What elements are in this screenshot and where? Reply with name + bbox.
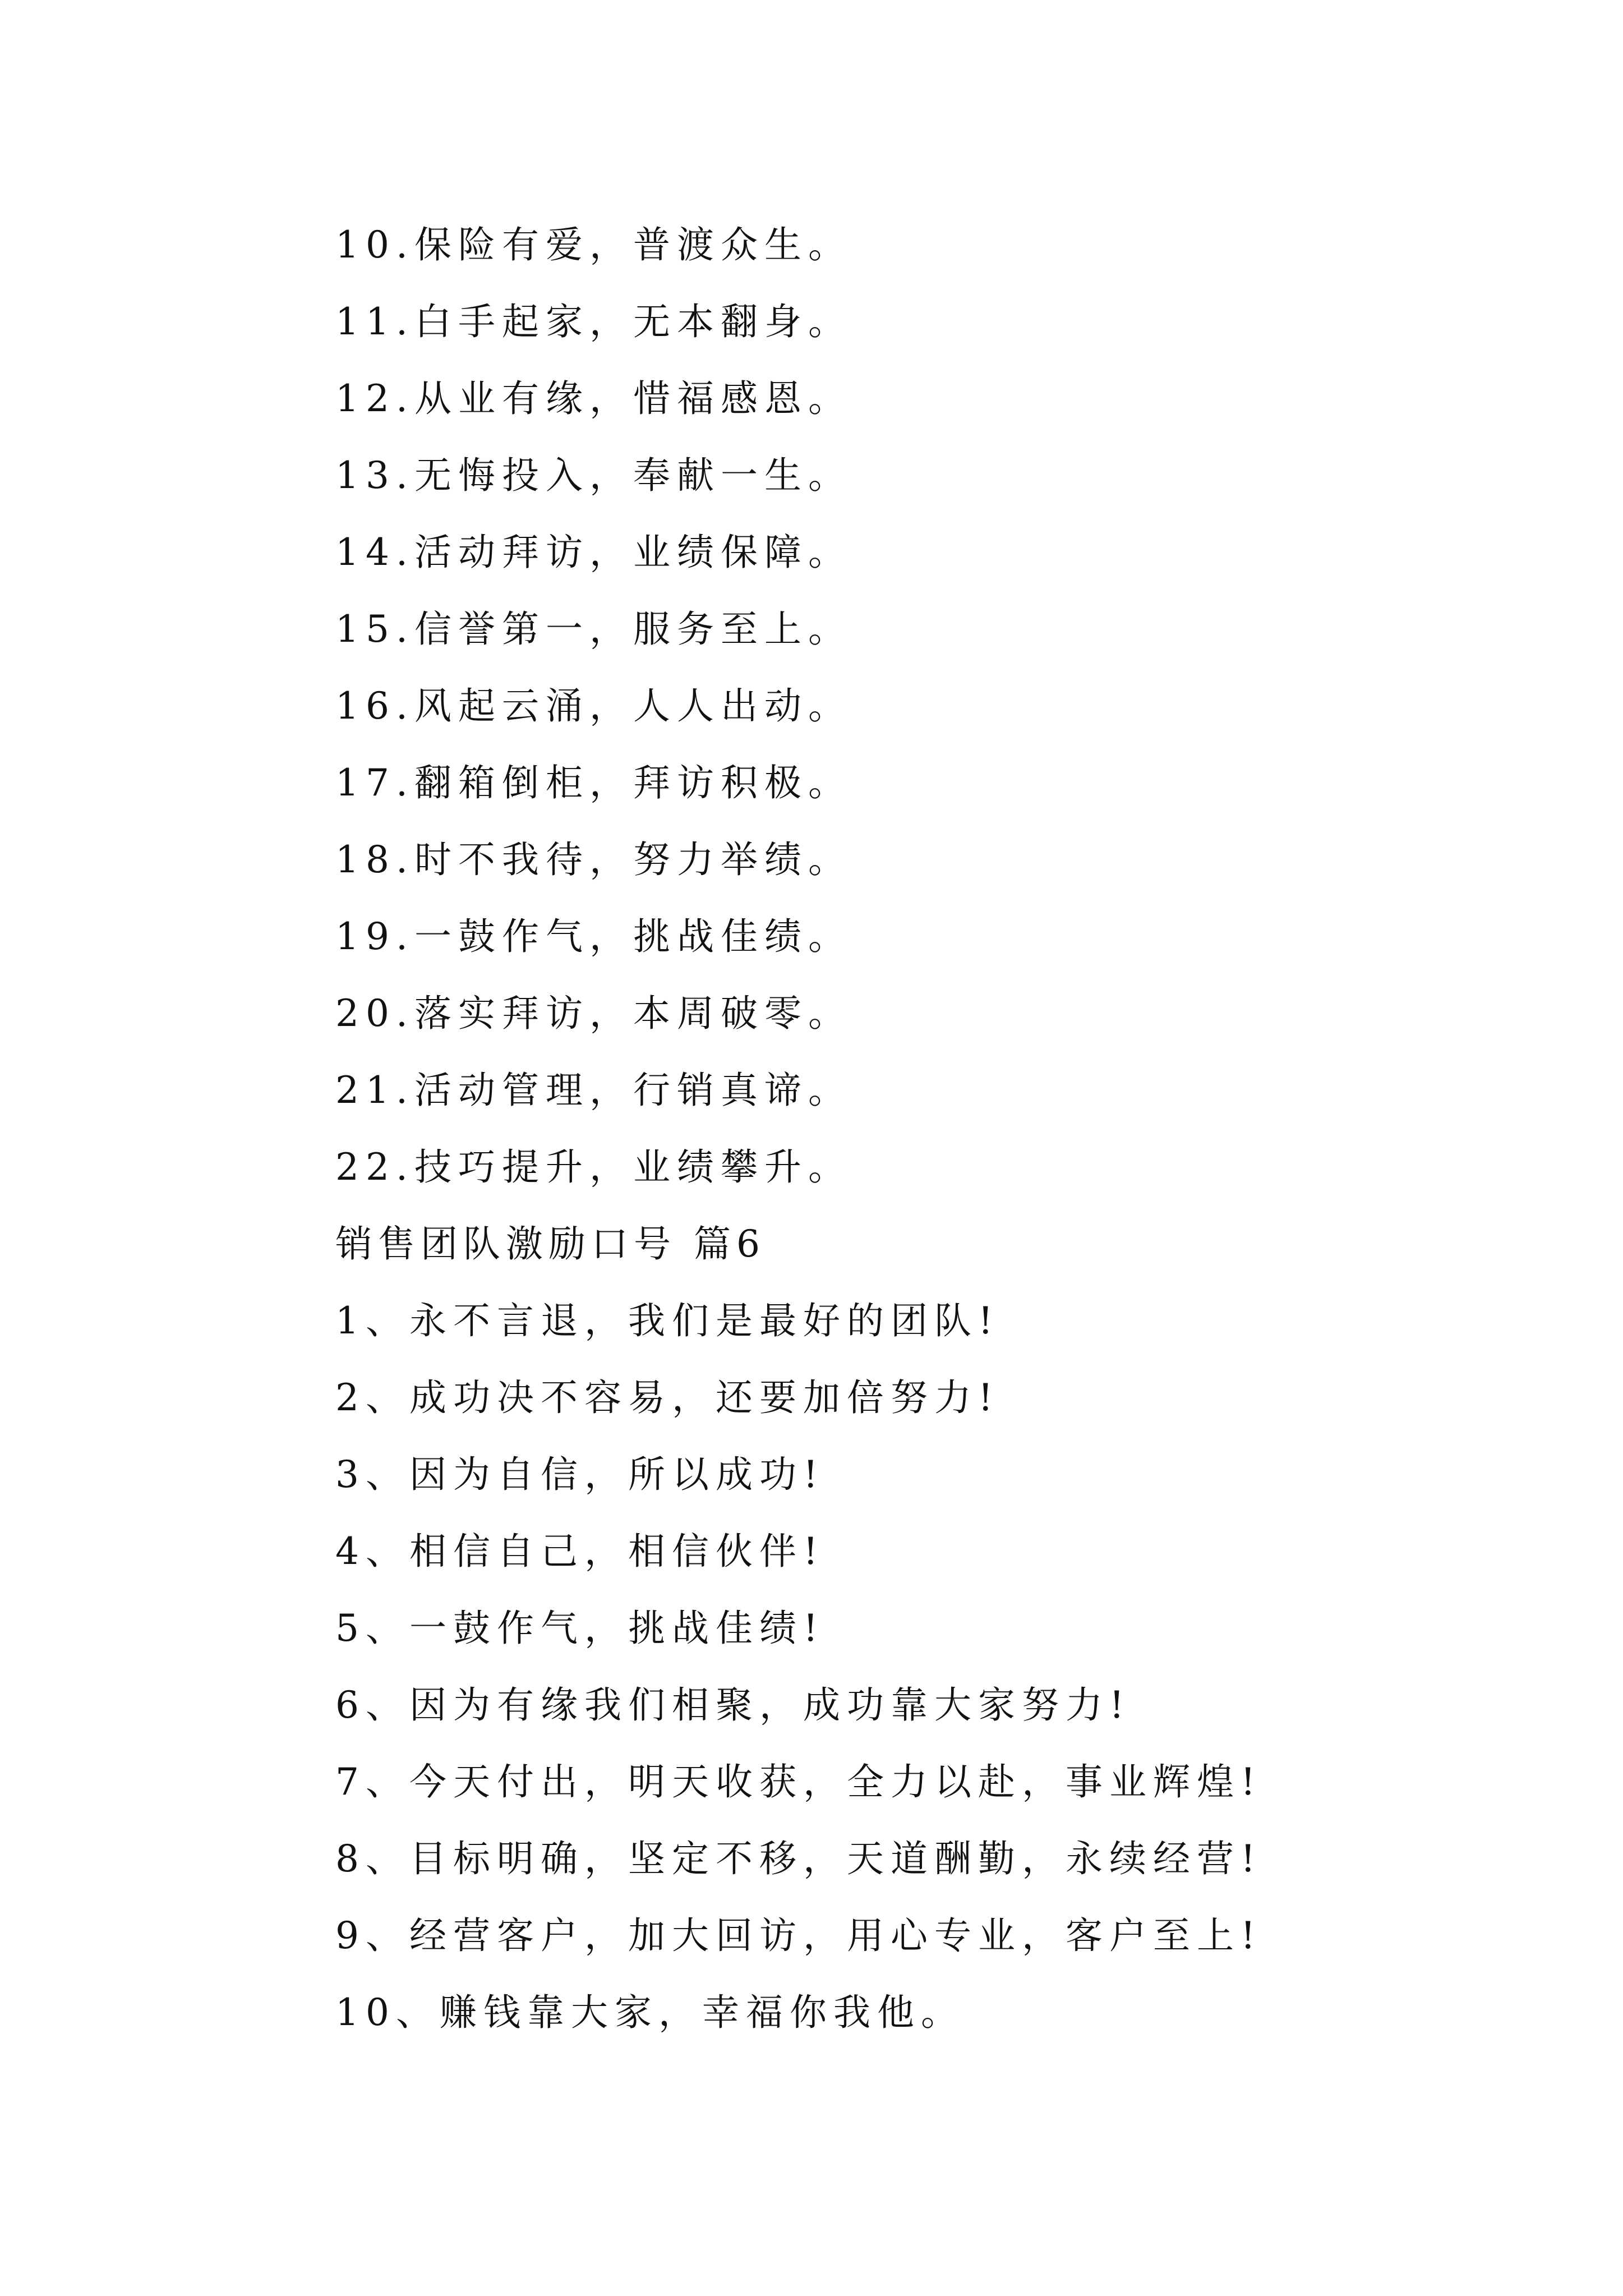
slogan-line: 10、赚钱靠大家，幸福你我他。 (335, 1991, 965, 2034)
slogan-line: 21.活动管理，行销真谛。 (335, 1069, 852, 1112)
slogan-line: 6、因为有缘我们相聚，成功靠大家努力! (335, 1683, 1131, 1727)
slogan-line: 12.从业有缘，惜福感恩。 (335, 377, 852, 420)
document-body (335, 206, 1457, 2051)
slogan-line: 14.活动拜访，业绩保障。 (335, 531, 852, 574)
slogan-line: 7、今天付出，明天收获，全力以赴，事业辉煌! (335, 1760, 1262, 1803)
slogan-line: 5、一鼓作气，挑战佳绩! (335, 1607, 825, 1650)
section-heading: 销售团队激励口号 篇6 (335, 1222, 766, 1266)
slogan-line: 9、经营客户，加大回访，用心专业，客户至上! (335, 1914, 1262, 1957)
slogan-line: 4、相信自己，相信伙伴! (335, 1530, 825, 1573)
slogan-line: 13.无悔投入，奉献一生。 (335, 454, 852, 497)
slogan-line: 15.信誉第一，服务至上。 (335, 608, 852, 651)
slogan-line: 20.落实拜访，本周破零。 (335, 992, 852, 1035)
slogan-line: 22.技巧提升，业绩攀升。 (335, 1145, 852, 1189)
slogan-line: 19.一鼓作气，挑战佳绩。 (335, 915, 852, 958)
slogan-line: 3、因为自信，所以成功! (335, 1453, 825, 1496)
slogan-line: 16.风起云涌，人人出动。 (335, 684, 852, 728)
slogan-line: 8、目标明确，坚定不移，天道酬勤，永续经营! (335, 1837, 1262, 1880)
slogan-line: 2、成功决不容易，还要加倍努力! (335, 1376, 1000, 1419)
slogan-line: 18.时不我待，努力举绩。 (335, 838, 852, 881)
slogan-line: 17.翻箱倒柜，拜访积极。 (335, 761, 852, 804)
slogan-line: 1、永不言退，我们是最好的团队! (335, 1299, 1000, 1342)
slogan-line: 11.白手起家，无本翻身。 (335, 300, 852, 343)
slogan-line: 10.保险有爱，普渡众生。 (335, 223, 852, 266)
